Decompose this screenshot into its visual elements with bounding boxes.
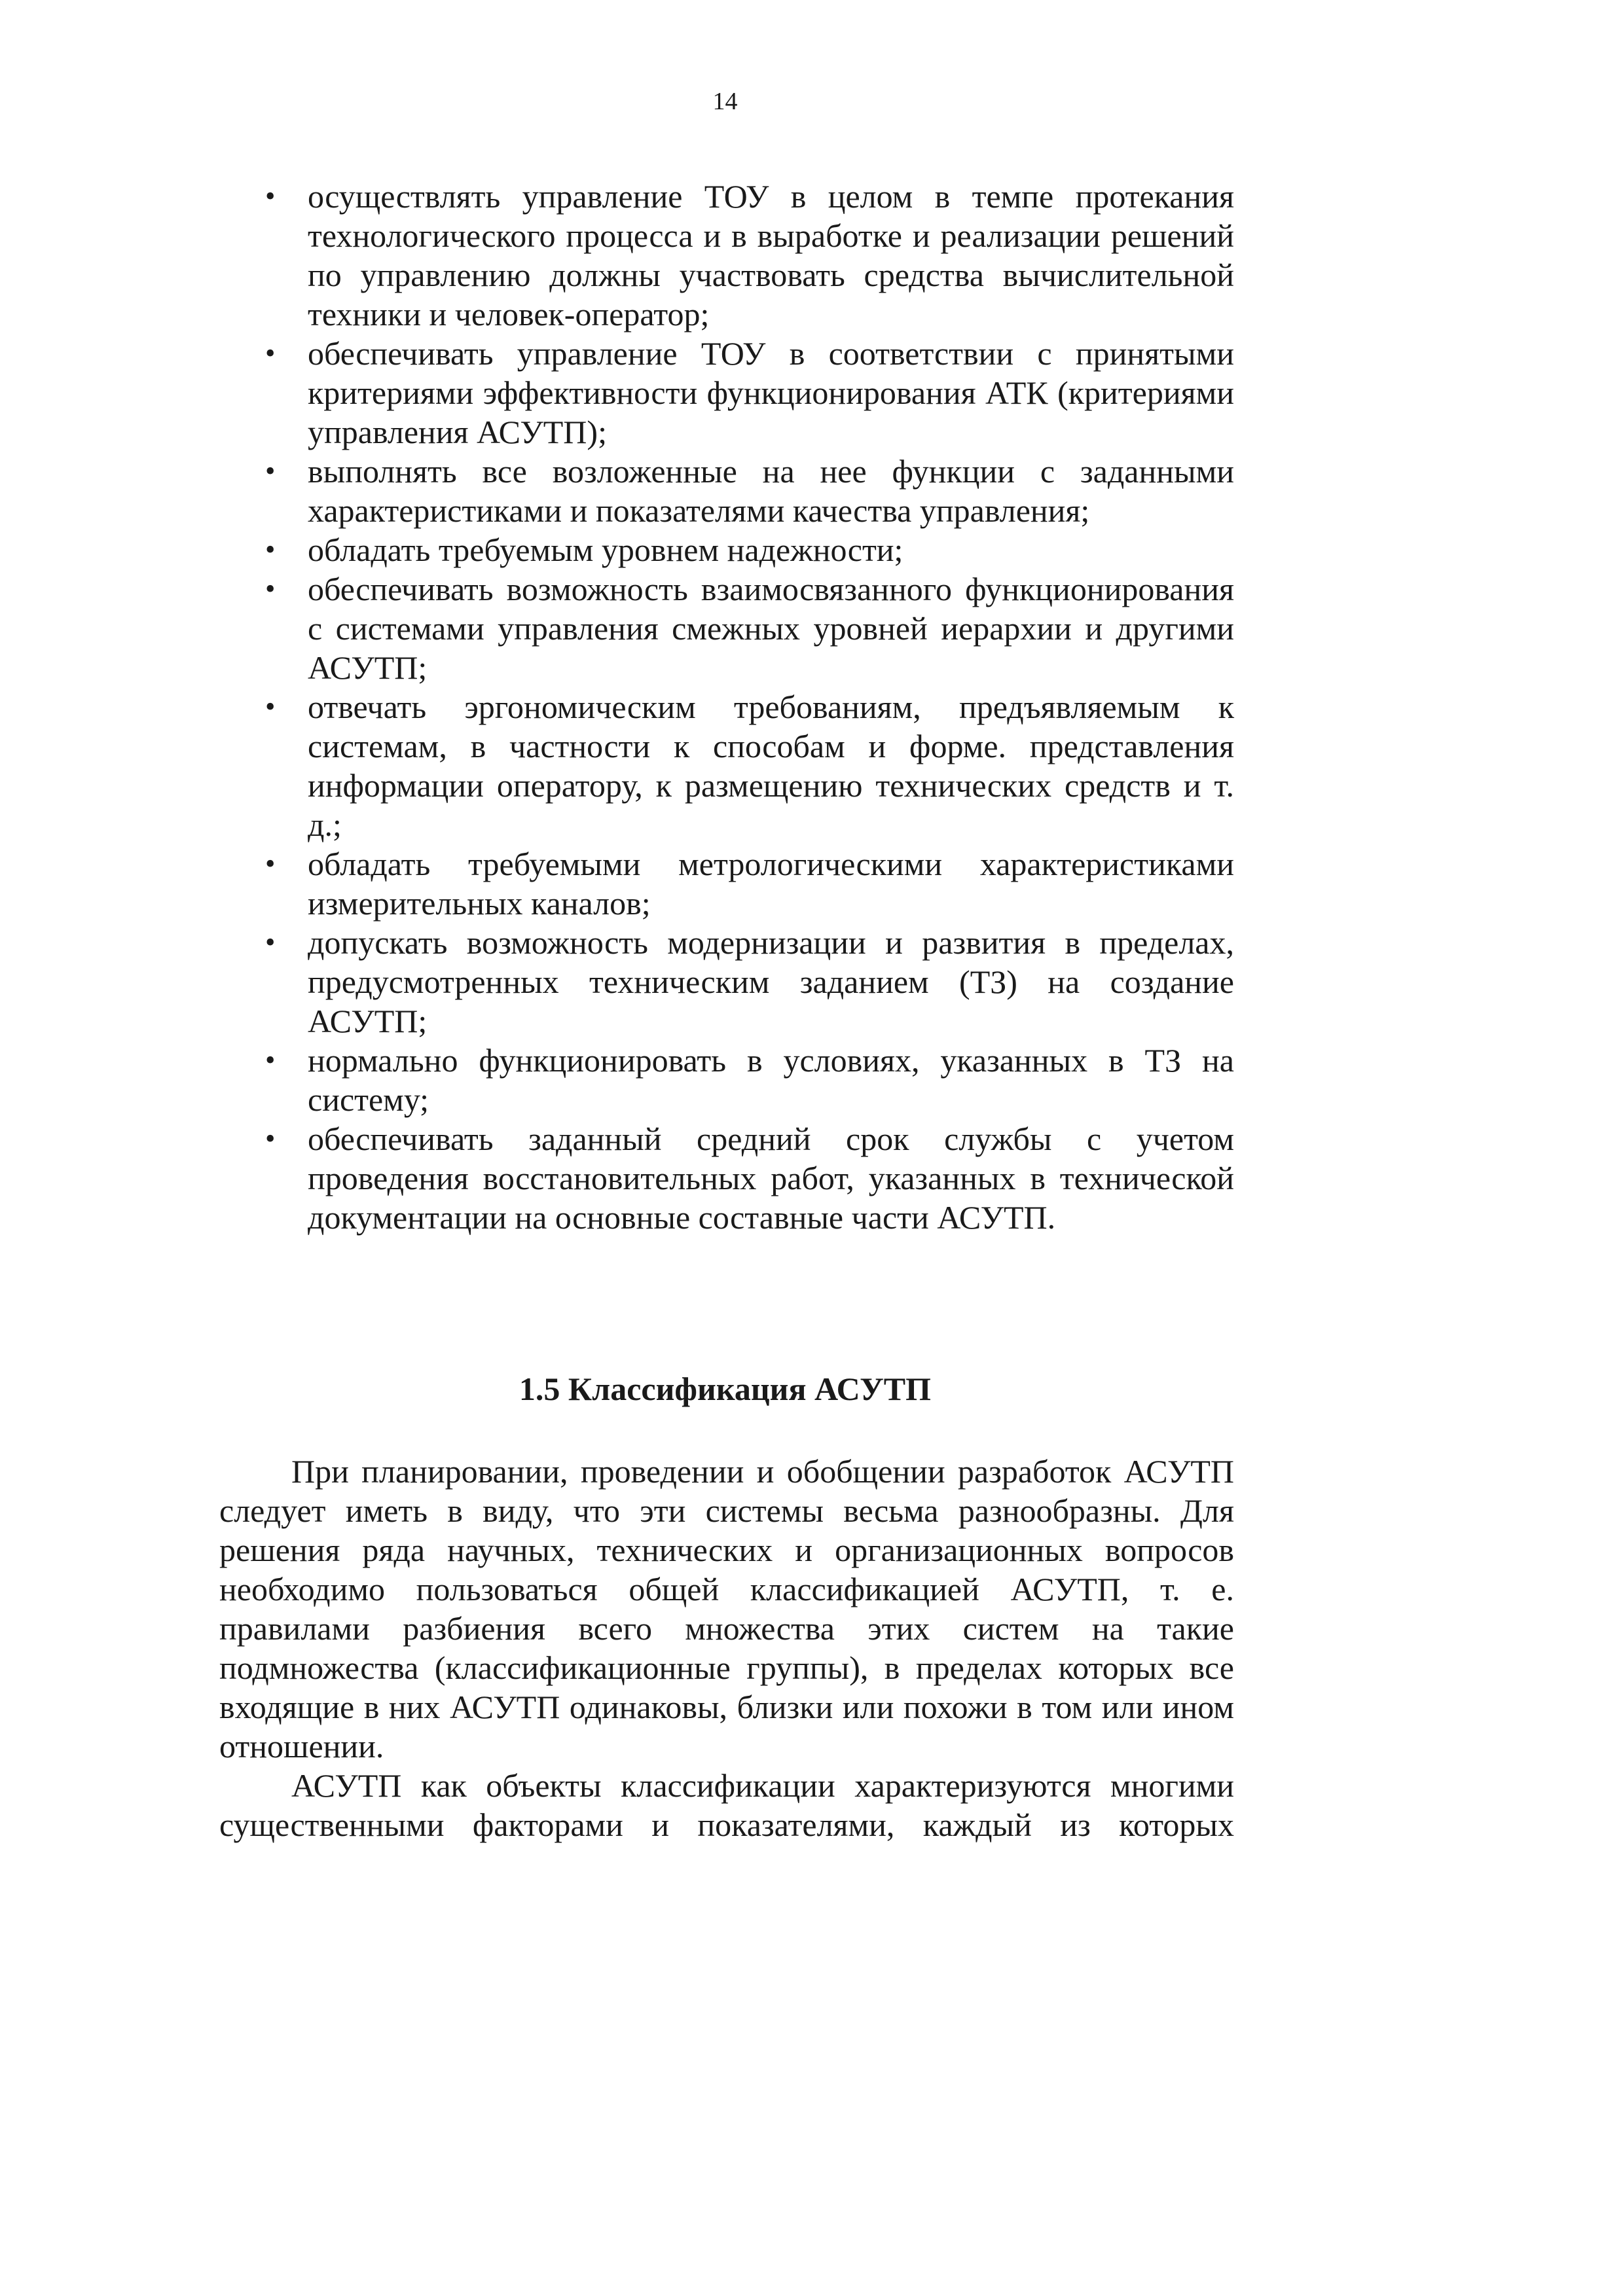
- list-item: [219, 334, 1234, 452]
- bullet-icon: •: [265, 691, 276, 723]
- bullet-icon: •: [265, 337, 276, 369]
- requirements-bullet-list: [219, 177, 1234, 1237]
- list-item-text: обеспечивать заданный средний срок службы с учетом проведения восстановительных работ, указанных в технической документации на основные составные части АСУТП.: [308, 1121, 1234, 1236]
- list-item: [219, 1041, 1234, 1119]
- list-item-text: выполнять все возложенные на нее функции с заданными характеристиками и показателями качества управления;: [308, 453, 1234, 529]
- section-body: [219, 1452, 1234, 1844]
- bullet-icon: •: [265, 180, 276, 212]
- bullet-icon: •: [265, 533, 276, 565]
- list-item: [219, 569, 1234, 687]
- list-item: [219, 923, 1234, 1041]
- bullet-icon: •: [265, 1122, 276, 1155]
- list-item-text: обеспечивать возможность взаимосвязанного функционирования с системами управления смежных уровней иерархии и другими АСУТП;: [308, 571, 1234, 686]
- bullet-icon: •: [265, 926, 276, 958]
- list-item: [219, 530, 1234, 569]
- list-item-text: обладать требуемым уровнем надежности;: [308, 531, 903, 568]
- list-item: [219, 844, 1234, 923]
- list-item-text: обладать требуемыми метрологическими характеристиками измерительных каналов;: [308, 846, 1234, 922]
- list-item: [219, 177, 1234, 334]
- bullet-icon: •: [265, 848, 276, 880]
- list-item-text: обеспечивать управление ТОУ в соответствии с принятыми критериями эффективности функционирования АТК (критериями управления АСУТП);: [308, 335, 1234, 450]
- section-heading: 1.5 Классификация АСУТП: [519, 1371, 932, 1407]
- bullet-icon: •: [265, 1044, 276, 1076]
- page-number: 14: [712, 88, 738, 115]
- list-item-text: отвечать эргономическим требованиям, предъявляемым к системам, в частности к способам и форме. представления информации оператору, к размещению технических средств и т. д.;: [308, 689, 1234, 843]
- bullet-icon: •: [265, 573, 276, 605]
- list-item: [219, 687, 1234, 844]
- body-paragraph: АСУТП как объекты классификации характеризуются многими существенными факторами и показателями, каждый из которых: [219, 1767, 1234, 1843]
- list-item-text: осуществлять управление ТОУ в целом в темпе протекания технологического процесса и в выработке и реализации решений по управлению должны участвовать средства вычислительной техники и человек-оператор;: [308, 178, 1234, 332]
- list-item-text: допускать возможность модернизации и развития в пределах, предусмотренных техническим заданием (ТЗ) на создание АСУТП;: [308, 924, 1234, 1039]
- list-item-text: нормально функционировать в условиях, указанных в ТЗ на систему;: [308, 1042, 1234, 1118]
- list-item: [219, 452, 1234, 530]
- list-item: [219, 1119, 1234, 1237]
- body-paragraph: При планировании, проведении и обобщении разработок АСУТП следует иметь в виду, что эти системы весьма разнообразны. Для решения ряда научных, технических и организационных вопросов необходимо пользоваться общей классификацией АСУТП, т. е. правилами разбиения всего множества этих систем на такие подмножества (классификационные группы), в пределах которых все входящие в них АСУТП одинаковы, близки или похожи в том или ином отношении.: [219, 1453, 1234, 1765]
- bullet-icon: •: [265, 455, 276, 487]
